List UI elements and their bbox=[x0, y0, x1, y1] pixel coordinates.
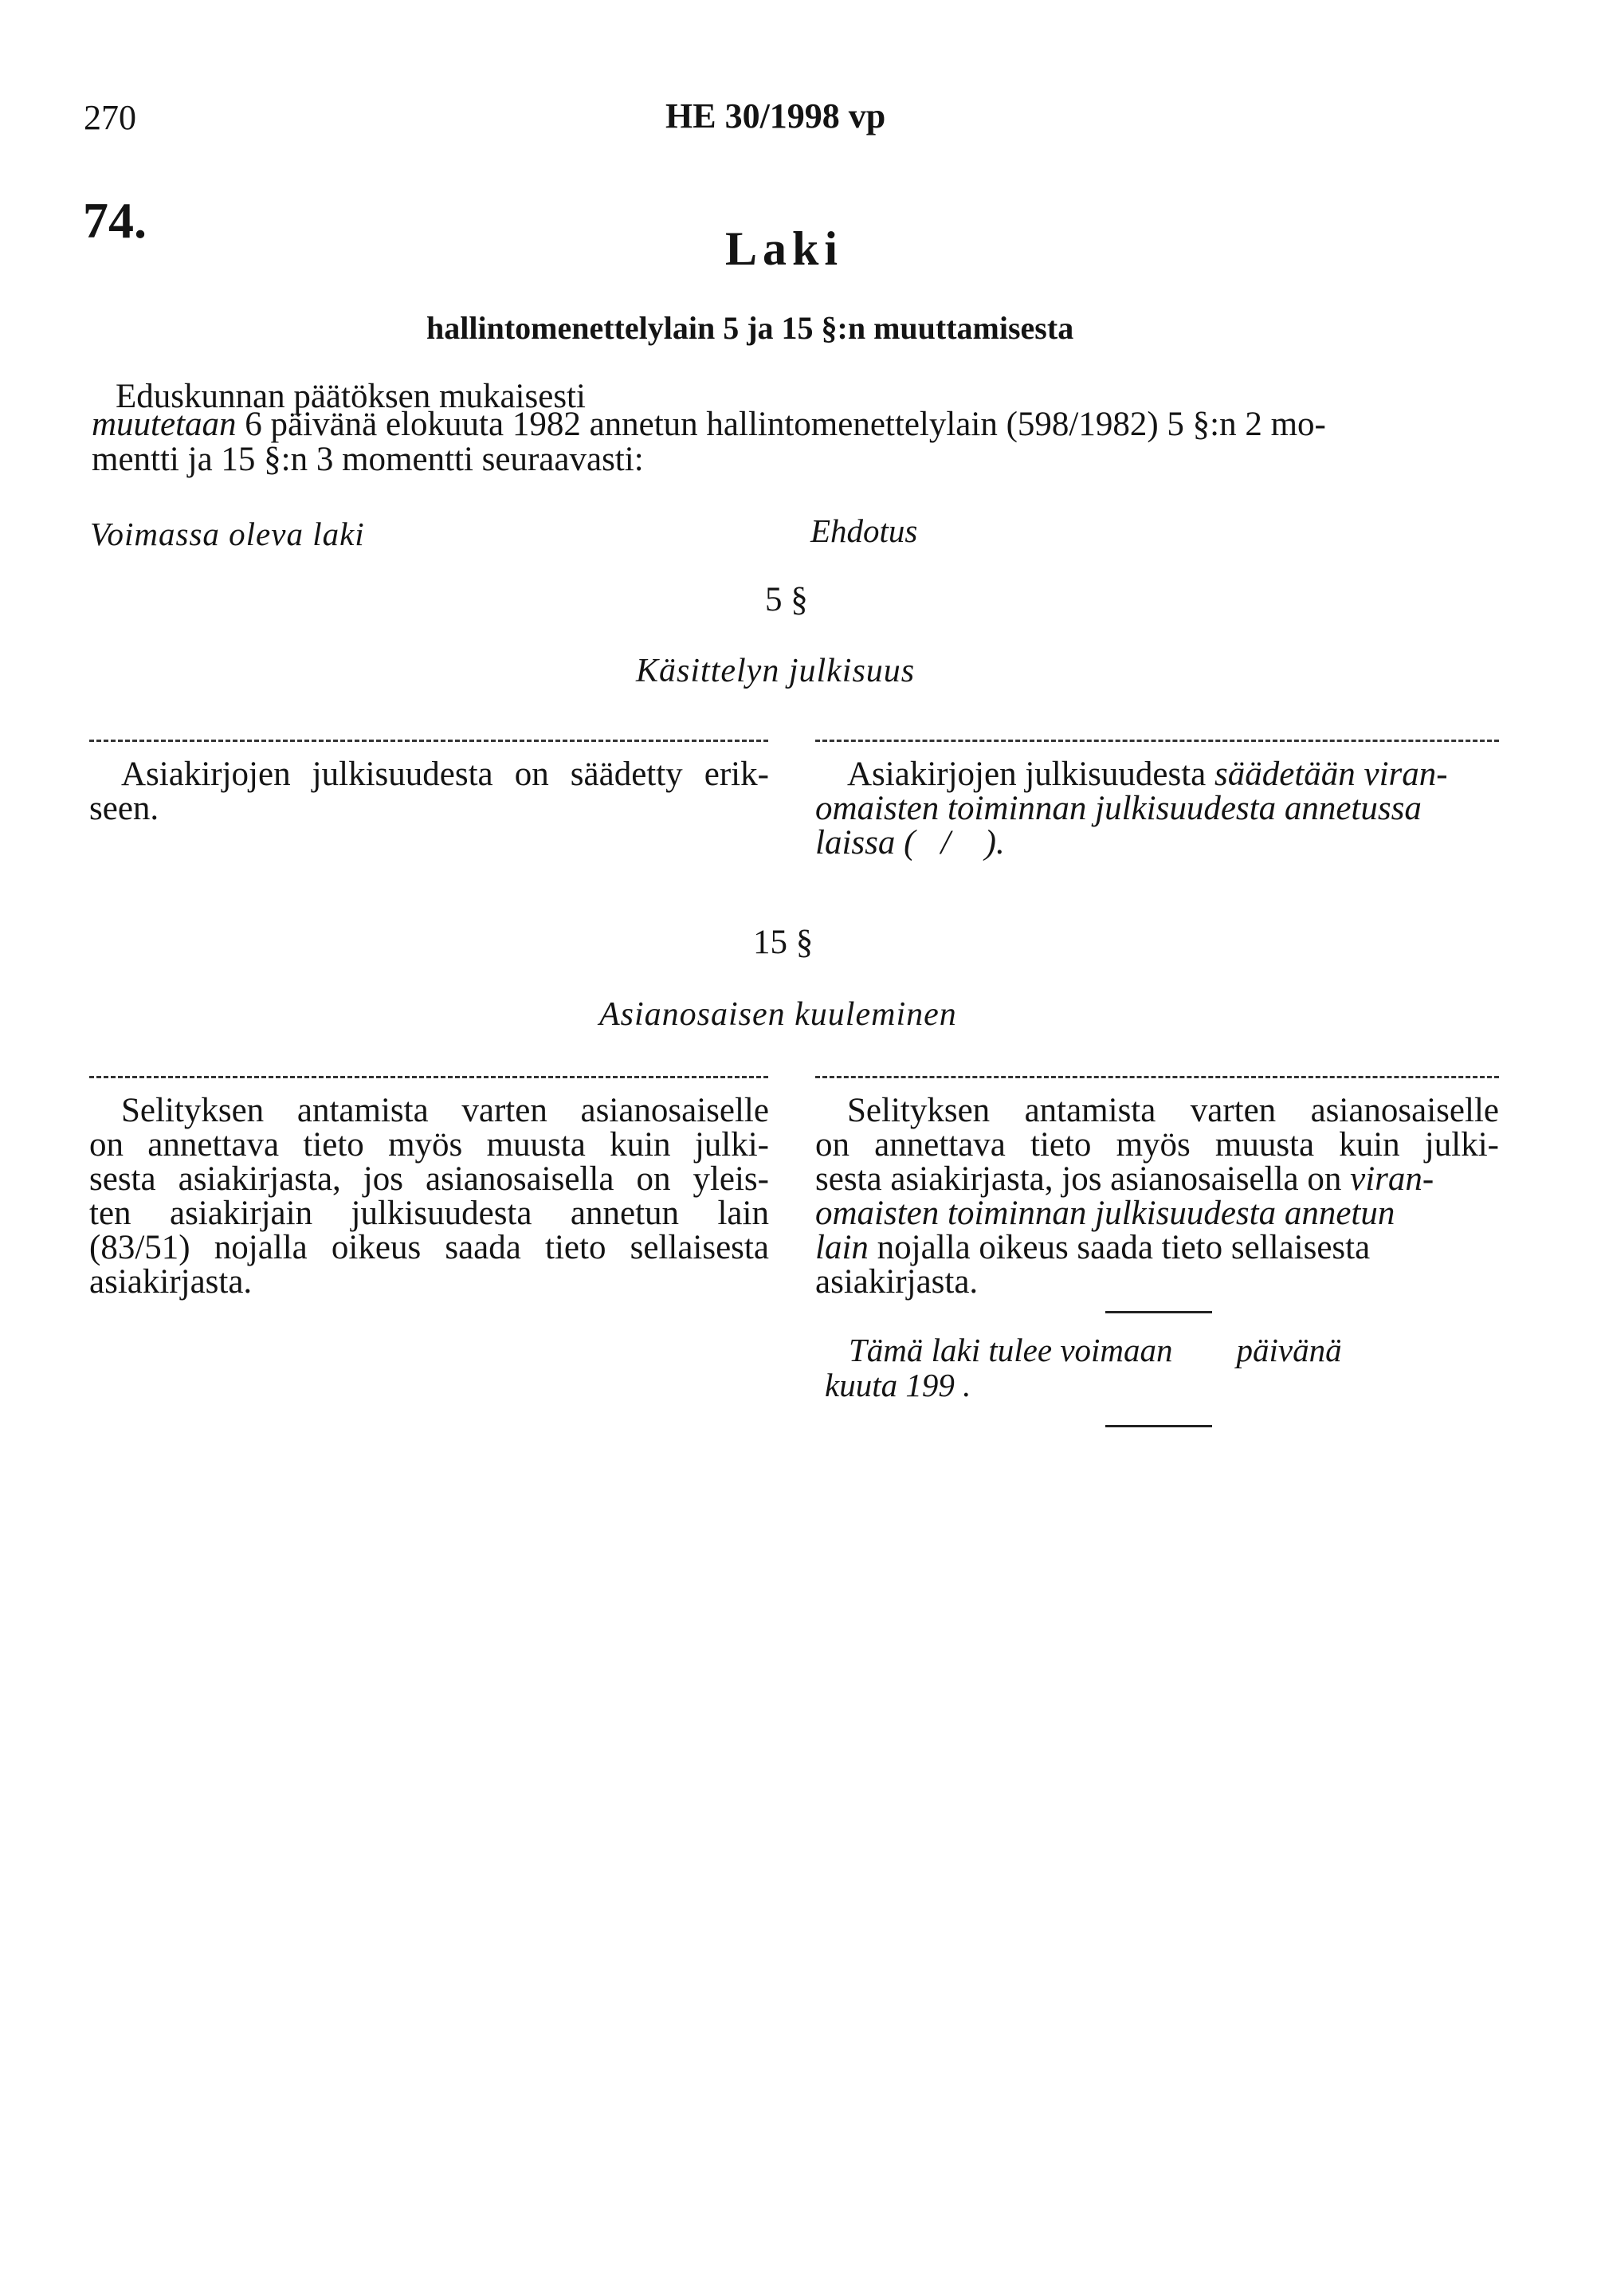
intro-line-2-text: 6 päivänä elokuuta 1982 annetun hallintomenettelylain (598/1982) 5 §:n 2 mo- bbox=[236, 406, 1326, 443]
word: tieto bbox=[303, 1126, 364, 1164]
section-15-proposed-text bbox=[815, 1093, 1499, 1299]
law-title: Laki bbox=[725, 222, 844, 275]
text-line: asiakirjasta. bbox=[89, 1263, 253, 1301]
text-segment: Asiakirjojen julkisuudesta bbox=[847, 756, 1214, 793]
word: saada bbox=[445, 1229, 521, 1266]
word: varten bbox=[461, 1092, 547, 1129]
end-rule-top bbox=[1105, 1311, 1212, 1313]
word: muusta bbox=[486, 1126, 586, 1164]
word: asianosaiselle bbox=[580, 1092, 769, 1129]
text-line: seen. bbox=[89, 790, 159, 827]
text-line bbox=[89, 1162, 769, 1196]
word: kuin bbox=[610, 1126, 671, 1164]
word: on bbox=[636, 1160, 671, 1198]
text-line bbox=[89, 757, 769, 791]
word: asiakirjasta, bbox=[178, 1160, 341, 1198]
word: myös bbox=[388, 1126, 463, 1164]
text-line bbox=[815, 1230, 1499, 1265]
text-emphasis: säädetään viran- bbox=[1214, 756, 1448, 793]
word: ten bbox=[89, 1195, 131, 1232]
text-line bbox=[815, 757, 1499, 791]
text-line: asiakirjasta. bbox=[815, 1263, 979, 1301]
section-15-current-text bbox=[89, 1093, 769, 1299]
text-emphasis: omaisten toiminnan julkisuudesta annetussa bbox=[815, 790, 1422, 827]
section-15-number: 15 § bbox=[753, 924, 814, 961]
word: asianosaiselle bbox=[1310, 1092, 1499, 1129]
intro-line-2 bbox=[92, 408, 1326, 442]
column-heading-proposal: Ehdotus bbox=[810, 512, 918, 549]
word: on bbox=[89, 1126, 124, 1164]
text-line bbox=[815, 1093, 1499, 1128]
text-emphasis: omaisten toiminnan julkisuudesta annetun bbox=[815, 1195, 1395, 1232]
law-subtitle: hallintomenettelylain 5 ja 15 §:n muuttamisesta bbox=[426, 310, 1074, 346]
word: tieto bbox=[545, 1229, 606, 1266]
text-segment: päivänä bbox=[1236, 1332, 1342, 1368]
word: Asiakirjojen bbox=[121, 756, 291, 793]
word: on bbox=[815, 1126, 850, 1164]
omission-line-right-5 bbox=[815, 740, 1499, 742]
word: asiakirjain bbox=[169, 1195, 313, 1232]
section-5-current-text bbox=[89, 757, 769, 826]
text-emphasis: laissa ( / ). bbox=[815, 824, 1005, 861]
word: muusta bbox=[1214, 1126, 1315, 1164]
word: varten bbox=[1190, 1092, 1277, 1129]
word: julki- bbox=[1424, 1126, 1499, 1164]
law-number: 74. bbox=[83, 192, 147, 249]
intro-line-3: mentti ja 15 §:n 3 momentti seuraavasti: bbox=[92, 441, 644, 478]
text-emphasis: lain bbox=[815, 1229, 869, 1266]
word: nojalla bbox=[214, 1229, 308, 1266]
word: julki- bbox=[694, 1126, 769, 1164]
text-line bbox=[89, 1196, 769, 1230]
word: antamista bbox=[296, 1092, 429, 1129]
word: säädetty bbox=[570, 756, 683, 793]
document-id: HE 30/1998 vp bbox=[665, 96, 886, 135]
section-15-heading: Asianosaisen kuuleminen bbox=[599, 996, 957, 1033]
word: lain bbox=[717, 1195, 769, 1232]
word: sesta bbox=[89, 1160, 156, 1198]
omission-line-left-5 bbox=[89, 740, 768, 742]
word: myös bbox=[1116, 1126, 1191, 1164]
word: asianosaisella bbox=[426, 1160, 614, 1198]
text-segment: nojalla oikeus saada tieto sellaisesta bbox=[868, 1229, 1371, 1266]
text-line bbox=[89, 1128, 769, 1162]
word: annettava bbox=[147, 1126, 280, 1164]
word: annetun bbox=[570, 1195, 680, 1232]
word: Selityksen bbox=[847, 1092, 991, 1129]
section-5-heading: Käsittelyn julkisuus bbox=[636, 653, 916, 689]
word: (83/51) bbox=[89, 1229, 190, 1266]
word: tieto bbox=[1030, 1126, 1092, 1164]
intro-line-1: Eduskunnan päätöksen mukaisesti bbox=[116, 378, 586, 415]
text-line bbox=[815, 791, 1499, 826]
text-line bbox=[89, 1230, 769, 1265]
omission-line-left-15 bbox=[89, 1076, 768, 1078]
section-5-proposed-text bbox=[815, 757, 1499, 860]
entry-into-force-line-2: kuuta 199 . bbox=[825, 1367, 971, 1403]
word: sellaisesta bbox=[630, 1229, 769, 1266]
text-emphasis: viran- bbox=[1350, 1160, 1434, 1198]
word: kuin bbox=[1339, 1126, 1400, 1164]
section-5-number: 5 § bbox=[765, 581, 808, 618]
text-line bbox=[815, 1128, 1499, 1162]
page-number: 270 bbox=[84, 98, 136, 137]
word: julkisuudesta bbox=[312, 756, 493, 793]
text-segment: Tämä laki tulee voimaan bbox=[849, 1332, 1173, 1368]
column-heading-current-law: Voimassa oleva laki bbox=[90, 516, 365, 552]
word: on bbox=[514, 756, 549, 793]
word: antamista bbox=[1024, 1092, 1156, 1129]
omission-line-right-15 bbox=[815, 1076, 1499, 1078]
intro-emphasis: muutetaan bbox=[92, 406, 237, 443]
word: oikeus bbox=[331, 1229, 422, 1266]
text-line bbox=[815, 1196, 1499, 1230]
text-line bbox=[815, 1162, 1499, 1196]
word: erik- bbox=[704, 756, 769, 793]
text-line bbox=[89, 1093, 769, 1128]
word: annettava bbox=[874, 1126, 1006, 1164]
word: yleis- bbox=[693, 1160, 769, 1198]
word: Selityksen bbox=[121, 1092, 265, 1129]
word: jos bbox=[363, 1160, 403, 1198]
text-segment: sesta asiakirjasta, jos asianosaisella on bbox=[815, 1160, 1351, 1198]
word: julkisuudesta bbox=[351, 1195, 532, 1232]
text-line bbox=[815, 826, 1499, 860]
end-rule-bottom bbox=[1105, 1425, 1212, 1427]
entry-into-force-line-1 bbox=[849, 1331, 1342, 1369]
